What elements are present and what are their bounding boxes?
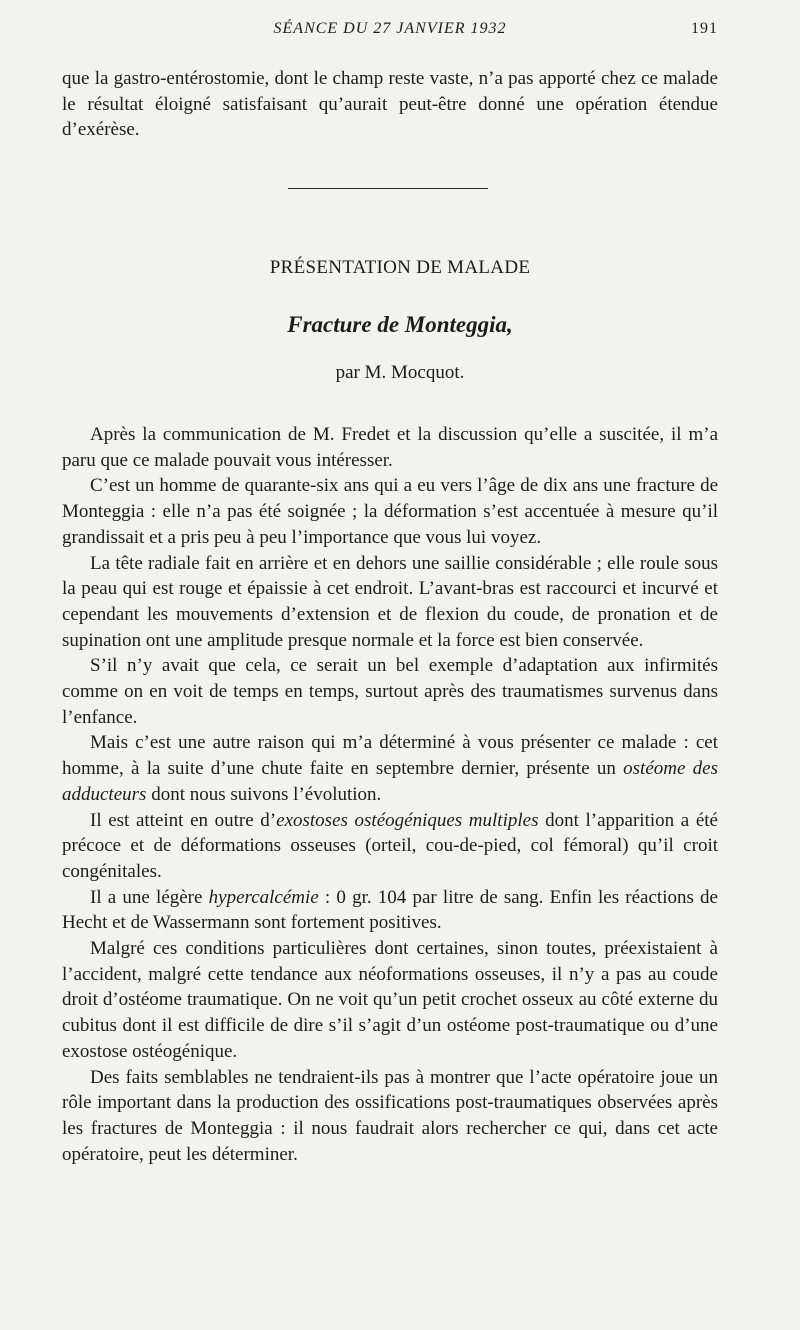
running-head bbox=[62, 20, 718, 46]
intro-text-block bbox=[62, 66, 718, 143]
paragraph-6-text-b: dont l’apparition a été précoce et de déformations osseuses (orteil, cou-de-pied, col fémoral) qu’il croit congénitales. bbox=[62, 809, 718, 882]
page-number: 191 bbox=[691, 20, 718, 37]
paragraph-3: La tête radiale fait en arrière et en dehors une saillie considérable ; elle roule sous la peau qui est rouge et épaissie à cet endroit. L’avant-bras est raccourci et incurvé et cependant les mouvements d’extension et de flexion du coude, de pronation et de supination ont une amplitude presque normale et la force est bien conservée. bbox=[62, 552, 718, 651]
paragraph-5-text-a: Mais c’est une autre raison qui m’a déterminé à vous présenter ce malade : cet homme, à la suite d’une chute faite en septembre dernier, présente un bbox=[62, 732, 718, 780]
paragraph-4: S’il n’y avait que cela, ce serait un bel exemple d’adaptation aux infirmités comme on en voit de temps en temps, surtout après des traumatismes survenus dans l’enfance. bbox=[62, 655, 718, 728]
paragraph-6-text-a: Il est atteint en outre d’ bbox=[90, 809, 277, 831]
paragraph-6-emphasis: exostoses ostéogéniques multiples bbox=[276, 809, 539, 831]
paragraph-7 bbox=[62, 885, 718, 936]
paragraph-7-text-a: Il a une légère bbox=[90, 886, 209, 908]
section-divider bbox=[288, 188, 488, 189]
section-title: PRÉSENTATION DE MALADE bbox=[269, 257, 531, 278]
paragraph-7-emphasis: hypercalcémie bbox=[208, 886, 319, 908]
paragraph-5-text-b: dont nous suivons l’évolution. bbox=[146, 783, 382, 805]
paragraph-5 bbox=[62, 730, 718, 807]
paragraph-9: Des faits semblables ne tendraient-ils pas à montrer que l’acte opératoire joue un rôle important dans la production des ossifications post-traumatiques observées après les fractures de Monteggia : il nous faudrait alors rechercher ce qui, dans cet acte opératoire, peut les déterminer. bbox=[62, 1066, 718, 1165]
running-title: SÉANCE DU 27 JANVIER 1932 bbox=[273, 20, 507, 37]
paragraph-2: C’est un homme de quarante-six ans qui a eu vers l’âge de dix ans une fracture de Monteggia : elle n’a pas été soignée ; la déformation s’est accentuée à mesure qu’il grandissait et a pris peu à peu l’importance que vous lui voyez. bbox=[62, 475, 718, 548]
paragraph-1: Après la communication de M. Fredet et la discussion qu’elle a suscitée, il m’a paru que ce malade pouvait vous intéresser. bbox=[62, 424, 718, 471]
article-body bbox=[62, 422, 718, 1167]
paragraph-7-text-b: : 0 gr. 104 par litre de sang. Enfin les réactions de Hecht et de Wassermann sont fortement positives. bbox=[62, 886, 718, 934]
paragraph-8: Malgré ces conditions particulières dont certaines, sinon toutes, préexistaient à l’accident, malgré cette tendance aux néoformations osseuses, il n’y a pas au coude droit d’ostéome traumatique. On ne voit qu’un petit crochet osseux au côté externe du cubitus dont il est difficile de dire s’il s’agit d’un ostéome post-traumatique ou d’une exostose ostéogénique. bbox=[62, 938, 718, 1062]
paragraph-5-emphasis: ostéome des adducteurs bbox=[62, 758, 719, 805]
intro-paragraph: que la gastro-entérostomie, dont le champ reste vaste, n’a pas apporté chez ce malade le résultat éloigné satisfaisant qu’aurait peut-être donné une opération étendue d’exérèse. bbox=[62, 68, 718, 141]
article-title: Fracture de Monteggia, bbox=[287, 312, 513, 337]
paragraph-6 bbox=[62, 808, 718, 885]
byline: par M. Mocquot. bbox=[335, 362, 465, 383]
